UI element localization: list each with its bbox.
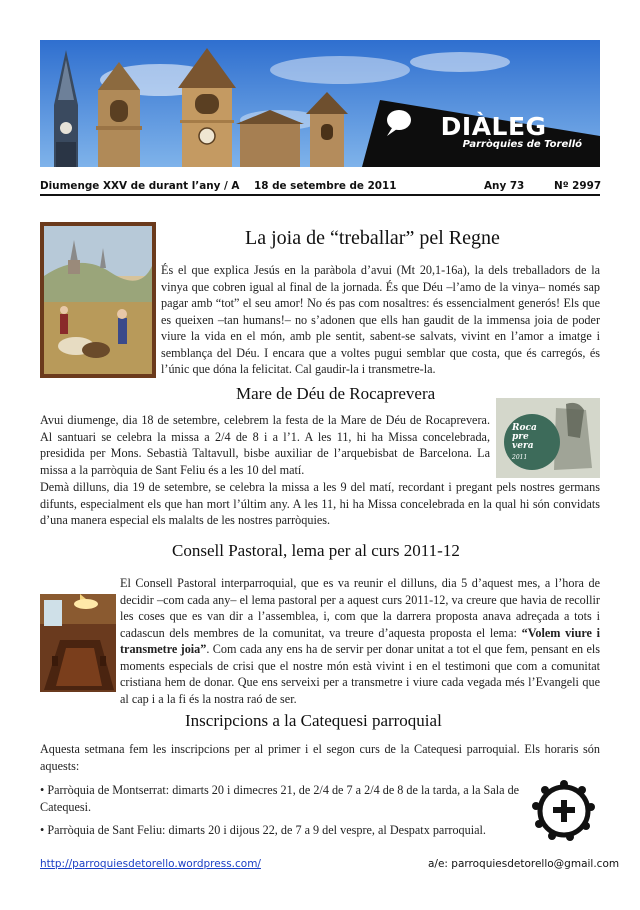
website-link[interactable]: http://parroquiesdetorello.wordpress.com/ — [40, 858, 261, 870]
article3-body-after: . Com cada any ens ha de servir per donar unitat a tot el que fem, pensant en els moments especials de crisi que el nostre món està vivint i en el testimoni que com a comunitat cristiana hem de donar. Que ens serveixi per a transmetre i viure cada vegada més l’Evangeli que al cap i a la fi és la nostra raó de ser. — [120, 642, 600, 706]
article4-intro: Aquesta setmana fem les inscripcions per al primer i el segon curs de la Catequesi parroquial. Els horaris són aquests: — [40, 742, 600, 773]
rocaprevera-poster-image — [496, 398, 600, 478]
article4-item-1: • Parròquia de Montserrat: dimarts 20 i dimecres 21, de 2/4 de 7 a 2/4 de 8 de la tarda, a la Sala de Catequesi. — [40, 783, 520, 814]
article2-paragraph2: Demà dilluns, dia 19 de setembre, se celebra la missa a les 9 del matí, recordant i pregant pels nostres germans difunts, especialment els que han mort l’últim any. A les 11, hi ha Missa concelebrada en la qual hi són convidats d’una manera especial els malalts de les nostres parròquies. — [40, 480, 600, 527]
masthead-banner — [40, 40, 600, 167]
poster-text — [512, 424, 556, 462]
medieval-painting-image — [40, 222, 156, 378]
poster-line-4: 2011 — [512, 454, 528, 461]
brand-name: DIÀLEG — [440, 112, 547, 141]
issue-number: Nº 2997 — [554, 180, 602, 192]
contact-email: a/e: parroquiesdetorello@gmail.com — [428, 858, 620, 870]
poster-line-3: vera — [512, 441, 534, 451]
poster-line-2: pre — [512, 432, 529, 442]
issue-info-bar — [40, 178, 600, 196]
children-circle-drawing — [530, 778, 598, 844]
article1-body: És el que explica Jesús en la paràbola d’avui (Mt 20,1-16a), la dels treballadors de la vinya que cobren igual al final de la jornada. És que Déu –l’amo de la vinya– només sap pagar amb “tot” el seu amor! No és pas com nosaltres: és essencialment generós! Els que es queixen –tan humans!– no s’adonen que ells han gaudit de la immensa joia de poder viure la vida en el món, amb ple sentit, sabent-se salvats, vivint en l’amor a imatge i semblança del Déu. I encara que a voltes pugui semblar que costa, que és carregós, és l’únic que dóna la felicitat. Cal gaudir-la i transmetre-la. — [161, 263, 600, 376]
brand-block — [441, 112, 582, 150]
brand-subtitle: Parròquies de Torelló — [462, 139, 582, 150]
article3-motto: “Volem viure i transmetre joia” — [120, 625, 600, 656]
article3-body — [120, 575, 600, 707]
article3-body-before: El Consell Pastoral interparroquial, que es va reunir el dilluns, dia 5 d’aquest mes, a l’hora de decidir –com cada any– el lema pastoral per a aquest curs 2011-12, va creure que havia de recollir les coses que es van dir a l’assemblea, i, com que la darrera proposta anava adreçada a tots i cadascun dels membres de la comunitat, va treure d’aquesta proposta el lema: — [120, 576, 600, 640]
article4-title: Inscripcions a la Catequesi parroquial — [185, 711, 442, 730]
issue-date: 18 de setembre de 2011 — [254, 180, 397, 192]
article2-paragraph1: Avui diumenge, dia 18 de setembre, celebrem la festa de la Mare de Déu de Rocaprevera. Al santuari se celebra la missa a 2/4 de 8 i a l’1. A les 11, hi ha Missa concelebrada, presidida per Mons. Sebastià Taltavull, bisbe auxiliar de l’arquebisbat de Barcelona. La missa a la parròquia de Sant Feliu és a les 10 del matí. — [40, 413, 490, 477]
poster-line-1: Roca — [512, 423, 537, 433]
article1-title: La joia de “treballar” pel Regne — [245, 227, 500, 249]
liturgical-day: Diumenge XXV de durant l’any / A — [40, 180, 240, 192]
issue-year: Any 73 — [484, 180, 525, 192]
article2-title: Mare de Déu de Rocaprevera — [236, 384, 436, 403]
meeting-room-image — [40, 594, 116, 692]
article4-item-2: • Parròquia de Sant Feliu: dimarts 20 i dijous 22, de 7 a 9 del vespre, al Despatx parroquial. — [40, 823, 486, 837]
article3-title: Consell Pastoral, lema per al curs 2011-12 — [172, 541, 460, 560]
